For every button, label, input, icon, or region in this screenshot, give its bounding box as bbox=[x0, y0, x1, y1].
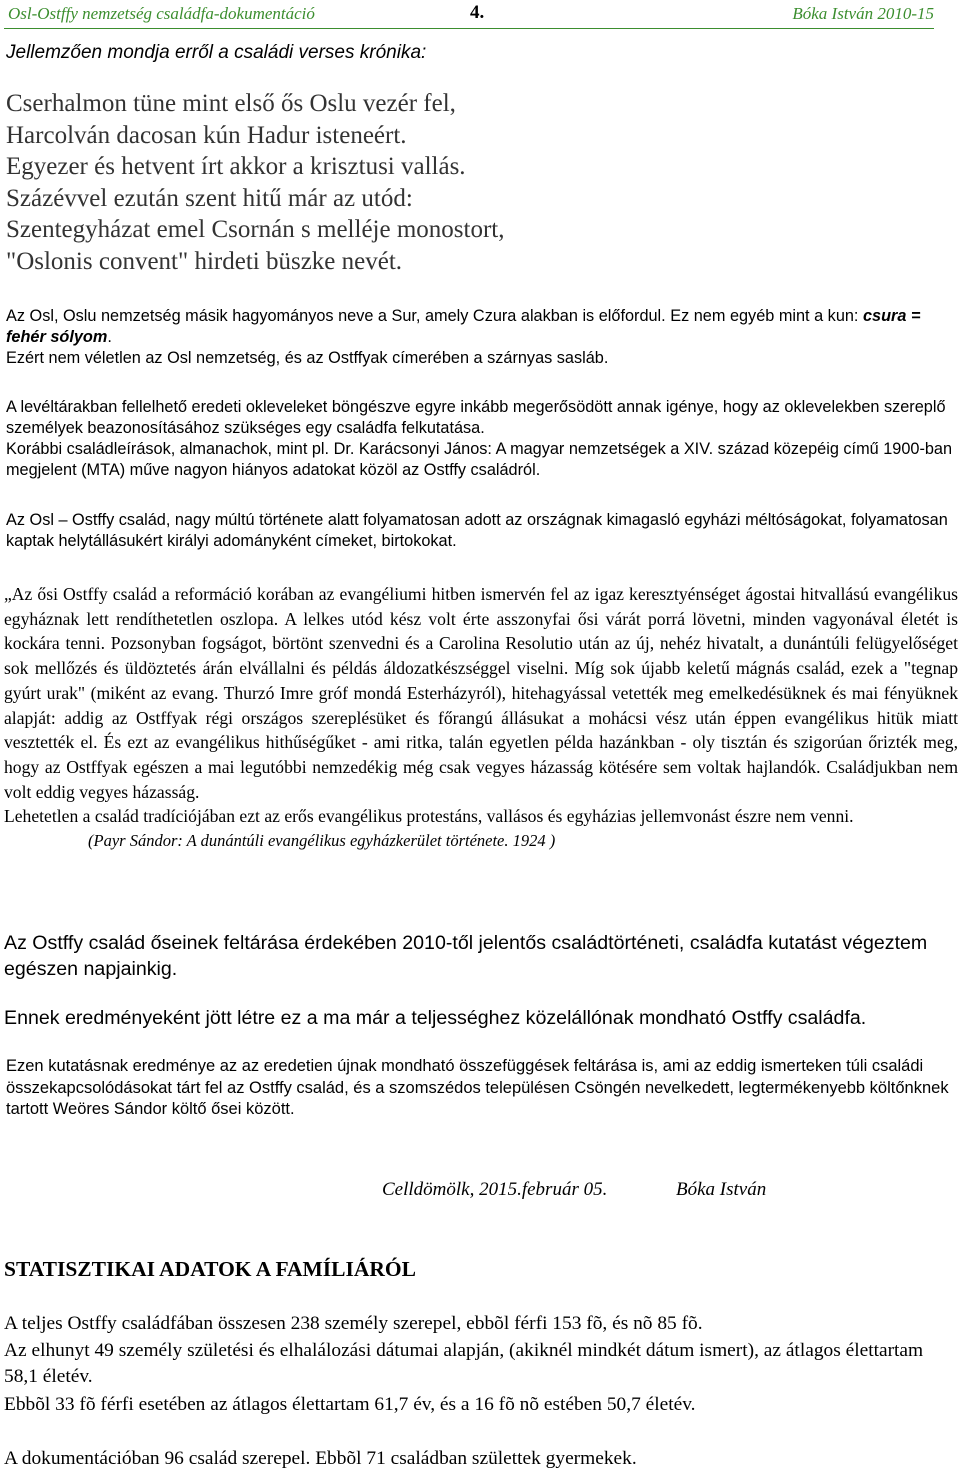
emphasis-csura: csura = fehér sólyom bbox=[6, 307, 921, 346]
header-author-years: Bóka István 2010-15 bbox=[792, 4, 934, 23]
poem-line: Szentegyházat emel Csornán s melléje monostort, bbox=[6, 216, 505, 243]
header-document-title: Osl-Ostffy nemzetség családfa-dokumentáció bbox=[8, 4, 315, 23]
paragraph-text: Az Osl, Oslu nemzetség másik hagyományos neve a Sur, amely Czura alakban is előfordul. Ez nem egyéb mint a kun: bbox=[6, 307, 863, 325]
paragraph-weores: Ezen kutatásnak eredménye az az eredetien újnak mondható összefüggések feltárása is, ami az eddig ismerteken túli családi összekapcsolódásokat tárt fel az Ostffy család, és a szomszédos településen Csöngén nevelkedett, legtermékenyebb költőnknek tartott Weöres Sándor költő ősei között. bbox=[6, 1057, 949, 1118]
quote-citation: (Payr Sándor: A dunántúli evangélikus egyházkerület története. 1924 ) bbox=[88, 831, 556, 851]
page-header bbox=[4, 4, 934, 29]
paragraph-text: A levéltárakban fellelhető eredeti okleveleket böngészve egyre inkább megerősödött annak igénye, hogy az oklevelekben szereplő személyek beazonosításához szükséges egy családfa felkutatása. bbox=[6, 398, 946, 437]
poem-line: "Oslonis convent" hirdeti büszke nevét. bbox=[6, 247, 403, 275]
quote-text-continued: Lehetetlen a család tradíciójában ezt az erős evangélikus protestáns, vallásos és egyházias jellemvonást észre nem venni. bbox=[4, 806, 854, 827]
signature-name: Bóka István bbox=[676, 1179, 767, 1200]
stats-heading: STATISZTIKAI ADATOK A FAMÍLIÁRÓL bbox=[4, 1257, 416, 1281]
paragraph-sur-name bbox=[6, 306, 954, 369]
verse-chronicle bbox=[6, 88, 504, 277]
paragraph-text: . bbox=[107, 328, 112, 346]
signature-place-date: Celldömölk, 2015.február 05. bbox=[382, 1179, 608, 1200]
paragraph-archives bbox=[6, 397, 954, 481]
stats-line: Az elhunyt 49 személy születési és elhalálozási dátumai alapján, (akiknél mindkét dátum ismert), az átlagos élettartam 58,1 életév. bbox=[4, 1340, 924, 1387]
paragraph-result: Ennek eredményeként jött létre ez a ma már a teljességhez közelállónak mondható Ostffy családfa. bbox=[4, 1007, 867, 1029]
poem-line: Egyezer és hetvent írt akkor a krisztusi vallás. bbox=[6, 153, 466, 180]
paragraph-text: Ezért nem véletlen az Osl nemzetség, és az Ostffyak címerében a szárnyas sasláb. bbox=[6, 349, 609, 367]
stats-line: Ebbõl 33 fõ férfi esetében az átlagos élettartam 61,7 év, és a 16 fõ nõ estében 50,7 életév. bbox=[4, 1394, 696, 1415]
poem-line: Harcolván dacosan kún Hadur isteneért. bbox=[6, 121, 407, 149]
quote-text: „Az ősi Ostffy család a reformáció korában az evangéliumi hitben ismervén fel az igaz keresztyénséget ágostai hitvallású evangélikus egyháznak lett rendíthetetlen oszlopa. A lelkes utód kész volt érte asszonyfai ősi várát porrá lövetni, minden vagyonával életét is kockára tenni. Pozsonyban fogságot, börtönt szenvedni és a Carolina Resolutio után az új, nehéz hivatalt, a dunántúli felügyelőséget sok mellőzés és üldöztetés árán elvállalni és példás áldozatkészséggel viselni. Míg sok újabb keletű mágnás család, ezek a "tegnap gyúrt urak" (miként az evang. Thurzó Imre gróf mondá Esterházyról), hitehagyással vetették meg emelkedésüknek és mai fényüknek alapját: addig az Ostffyak régi országos szereplésüket és főrangú állásukat a mohácsi vész után éppen evangélikus hitük miatt vesztették el. És ezt az evangélikus hithűségűket - ami ritka, talán egyetlen példa hazánkban - oly tisztán és szigorúan őrizték meg, hogy az Ostffyak egészen a mai legutóbbi nemzedékig még csak vegyes házasság kötésére sem voltak hajlandók. Családjukban nem volt eddig vegyes házasság. bbox=[4, 584, 958, 802]
poem-line: Cserhalmon tüne mint első ős Oslu vezér fel, bbox=[6, 90, 456, 117]
paragraph-text: Korábbi családleírások, almanachok, mint pl. Dr. Karácsonyi János: A magyar nemzetségek a XIV. század közepéig című 1900-ban megjelent (MTA) műve nagyon hiányos adatokat közöl az Ostffy családról. bbox=[6, 440, 953, 479]
stats-line: A dokumentációban 96 család szerepel. Ebbõl 71 családban születtek gyermekek. bbox=[4, 1448, 637, 1469]
quote-block bbox=[4, 582, 958, 853]
paragraph-dignitaries: Az Osl – Ostffy család, nagy múltú története alatt folyamatosan adott az országnak kimagasló egyházi méltóságokat, folyamatosan kaptak helytállásukért királyi adományként címeket, birtokokat. bbox=[6, 511, 948, 550]
header-page-number: 4. bbox=[470, 2, 485, 23]
poem-intro: Jellemzően mondja erről a családi verses krónika: bbox=[6, 42, 427, 63]
paragraph-research: Az Ostffy család őseinek feltárása érdekében 2010-től jelentős családtörténeti, családfa kutatást végeztem egészen napjainkig. bbox=[4, 932, 928, 980]
stats-line: A teljes Ostffy családfában összesen 238 személy szerepel, ebbõl férfi 153 fõ, és nõ 85 fõ. bbox=[4, 1313, 703, 1334]
poem-line: Százévvel ezután szent hitű már az utód: bbox=[6, 184, 413, 212]
